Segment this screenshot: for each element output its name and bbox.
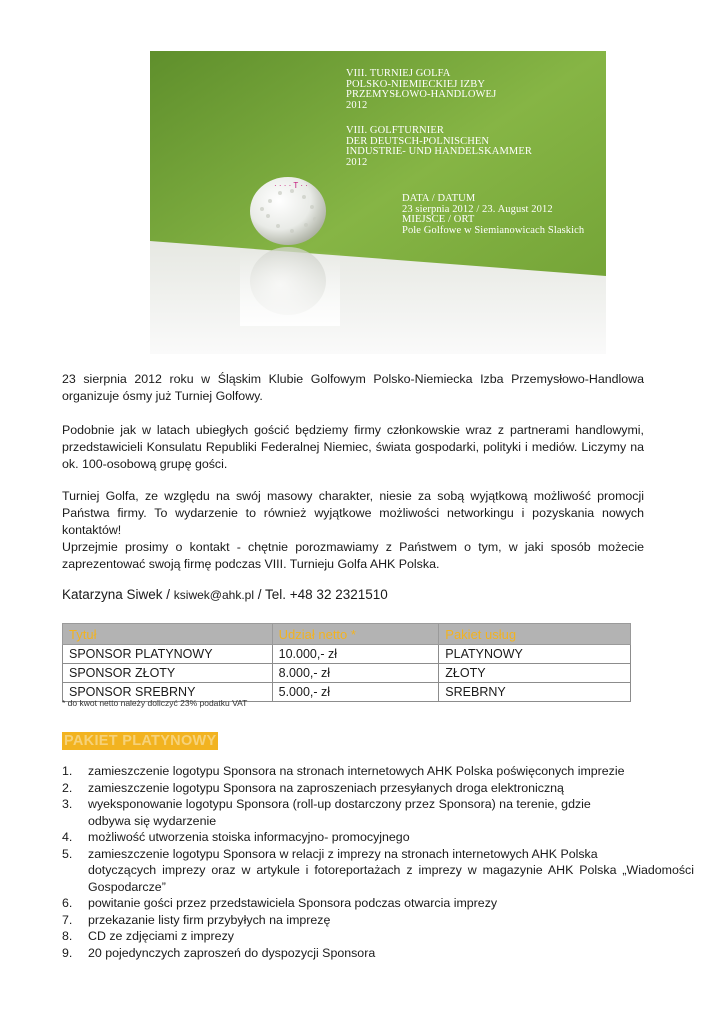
banner-place-value: Pole Golfowe w Siemianowicach Slaskich (402, 224, 585, 236)
header-title: Tytuł (63, 624, 273, 645)
contact-name: Katarzyna Siwek / (62, 587, 174, 602)
contact-email-link[interactable]: ksiwek@ahk.pl (173, 588, 255, 602)
item-number: 2. (62, 780, 73, 795)
list-item (62, 945, 694, 962)
guests-paragraph (62, 422, 644, 473)
list-item (62, 780, 694, 797)
text-line: Podobnie jak w latach ubiegłych gościć będziemy firmy członkowskie wraz z partnerami handlowymi, (62, 423, 644, 437)
item-text: zamieszczenie logotypu Sponsora na zaproszeniach przesyłanych droga elektroniczną (88, 780, 564, 795)
table-row (63, 664, 631, 683)
list-item (62, 846, 694, 896)
cell-package: PLATYNOWY (439, 645, 631, 664)
banner-place-label: MIEJSCE / ORT (402, 214, 475, 225)
item-number: 4. (62, 830, 73, 844)
text-line: 23 sierpnia 2012 roku w Śląskim Klubie Golfowym Polsko-Niemiecka Izba Przemysłowo-Handlowa (62, 372, 644, 386)
text-line: kontaktów! (62, 523, 122, 537)
banner-title-pl-2: POLSKO-NIEMIECKIEJ IZBY (346, 78, 486, 90)
contact-line (62, 586, 388, 604)
header-net-share: Udział netto * (272, 624, 439, 645)
item-number: 5. (62, 846, 73, 861)
list-item (62, 928, 694, 945)
item-text: dotyczących imprezy oraz w artykule i fotoreportażach z imprezy w magazynie AHK Polska „Wiadomości (88, 863, 694, 877)
item-text: możliwość utworzenia stoiska informacyjno- promocyjnego (88, 830, 410, 844)
item-text: CD ze zdjęciami z imprezy (88, 929, 234, 943)
text-line: Państwa firmy. To wydarzenie to również wyjątkowe możliwości networkingu i pozyskania nowych (62, 506, 644, 520)
banner-title-pl-3: PRZEMYSŁOWO-HANDLOWEJ (346, 89, 497, 100)
item-number: 3. (62, 797, 73, 811)
item-number: 6. (62, 896, 73, 910)
banner-title-de-2: DER DEUTSCH-POLNISCHEN (346, 135, 490, 147)
cell-amount: 5.000,- zł (272, 683, 439, 702)
text-line: Turniej Golfa, ze względu na swój masowy charakter, niesie za sobą wyjątkową możliwość promocji (62, 489, 644, 503)
list-item (62, 763, 694, 780)
item-text: 20 pojedynczych zaproszeń do dyspozycji Sponsora (88, 945, 376, 960)
package-benefits-list (62, 763, 694, 961)
item-text: zamieszczenie logotypu Sponsora na stronach internetowych AHK Polska poświęconych imprezie (88, 764, 625, 778)
banner-title-pl-1: VIII. TURNIEJ GOLFA (346, 68, 451, 79)
package-heading: PAKIET PLATYNOWY (64, 733, 217, 749)
list-item (62, 895, 694, 912)
banner-title-de-1: VIII. GOLFTURNIER (346, 125, 444, 136)
banner-date-value: 23 sierpnia 2012 / 23. August 2012 (402, 203, 553, 215)
item-text: zamieszczenie logotypu Sponsora w relacji z imprezy na stronach internetowych AHK Polska (88, 846, 598, 861)
sponsor-packages-table (62, 623, 631, 702)
text-line: ok. 100-osobową grupę gości. (62, 457, 228, 471)
item-number: 8. (62, 929, 73, 943)
item-text: odbywa się wydarzenie (88, 813, 217, 828)
text-line: Uprzejmie prosimy o kontakt - chętnie porozmawiamy z Państwem o tym, w jaki sposób możecie (62, 540, 644, 554)
list-item (62, 796, 694, 829)
item-text: przekazanie listy firm przybyłych na imprezę (88, 912, 331, 927)
contact-phone: / Tel. +48 32 2321510 (254, 587, 388, 602)
item-number: 1. (62, 764, 73, 778)
cell-title: SPONSOR ZŁOTY (63, 664, 273, 683)
cell-title: SPONSOR PLATYNOWY (63, 645, 273, 664)
banner-title-de-3: INDUSTRIE- UND HANDELSKAMMER (346, 146, 532, 157)
item-text: wyeksponowanie logotypu Sponsora (roll-up dostarczony przez Sponsora) na terenie, gdzie (88, 797, 591, 811)
cell-amount: 8.000,- zł (272, 664, 439, 683)
text-line: organizuje ósmy już Turniej Golfowy. (62, 389, 263, 403)
item-number: 7. (62, 912, 73, 927)
intro-paragraph (62, 371, 644, 405)
item-text: powitanie gości przez przedstawiciela Sponsora podczas otwarcia imprezy (88, 896, 498, 910)
banner-title-pl-4: 2012 (346, 99, 368, 111)
promotion-paragraph (62, 488, 644, 573)
text-line: zaprezentować swoją firmę podczas VIII. Turnieju Golfa AHK Polska. (62, 557, 440, 571)
table-row (63, 645, 631, 664)
list-item (62, 829, 694, 846)
cell-package: ZŁOTY (439, 664, 631, 683)
cell-title: SPONSOR SREBRNY (63, 683, 273, 702)
header-package: Pakiet usług (439, 624, 631, 645)
svg-text:· · · · T · ·: · · · · T · · (274, 181, 308, 190)
cell-amount: 10.000,- zł (272, 645, 439, 664)
cell-package: SREBRNY (439, 683, 631, 702)
item-text: Gospodarcze” (88, 879, 166, 894)
item-number: 9. (62, 945, 73, 960)
banner-title-de-4: 2012 (346, 156, 368, 168)
vat-footnote: * do kwot netto należy doliczyć 23% podatku VAT (62, 698, 248, 708)
list-item (62, 912, 694, 929)
event-banner (150, 51, 606, 354)
text-line: przedstawicieli Konsulatu Republiki Federalnej Niemiec, świata gospodarki, polityki i mediów. Liczymy na (62, 440, 644, 454)
banner-date-label: DATA / DATUM (402, 193, 476, 204)
table-header-row (63, 624, 631, 645)
